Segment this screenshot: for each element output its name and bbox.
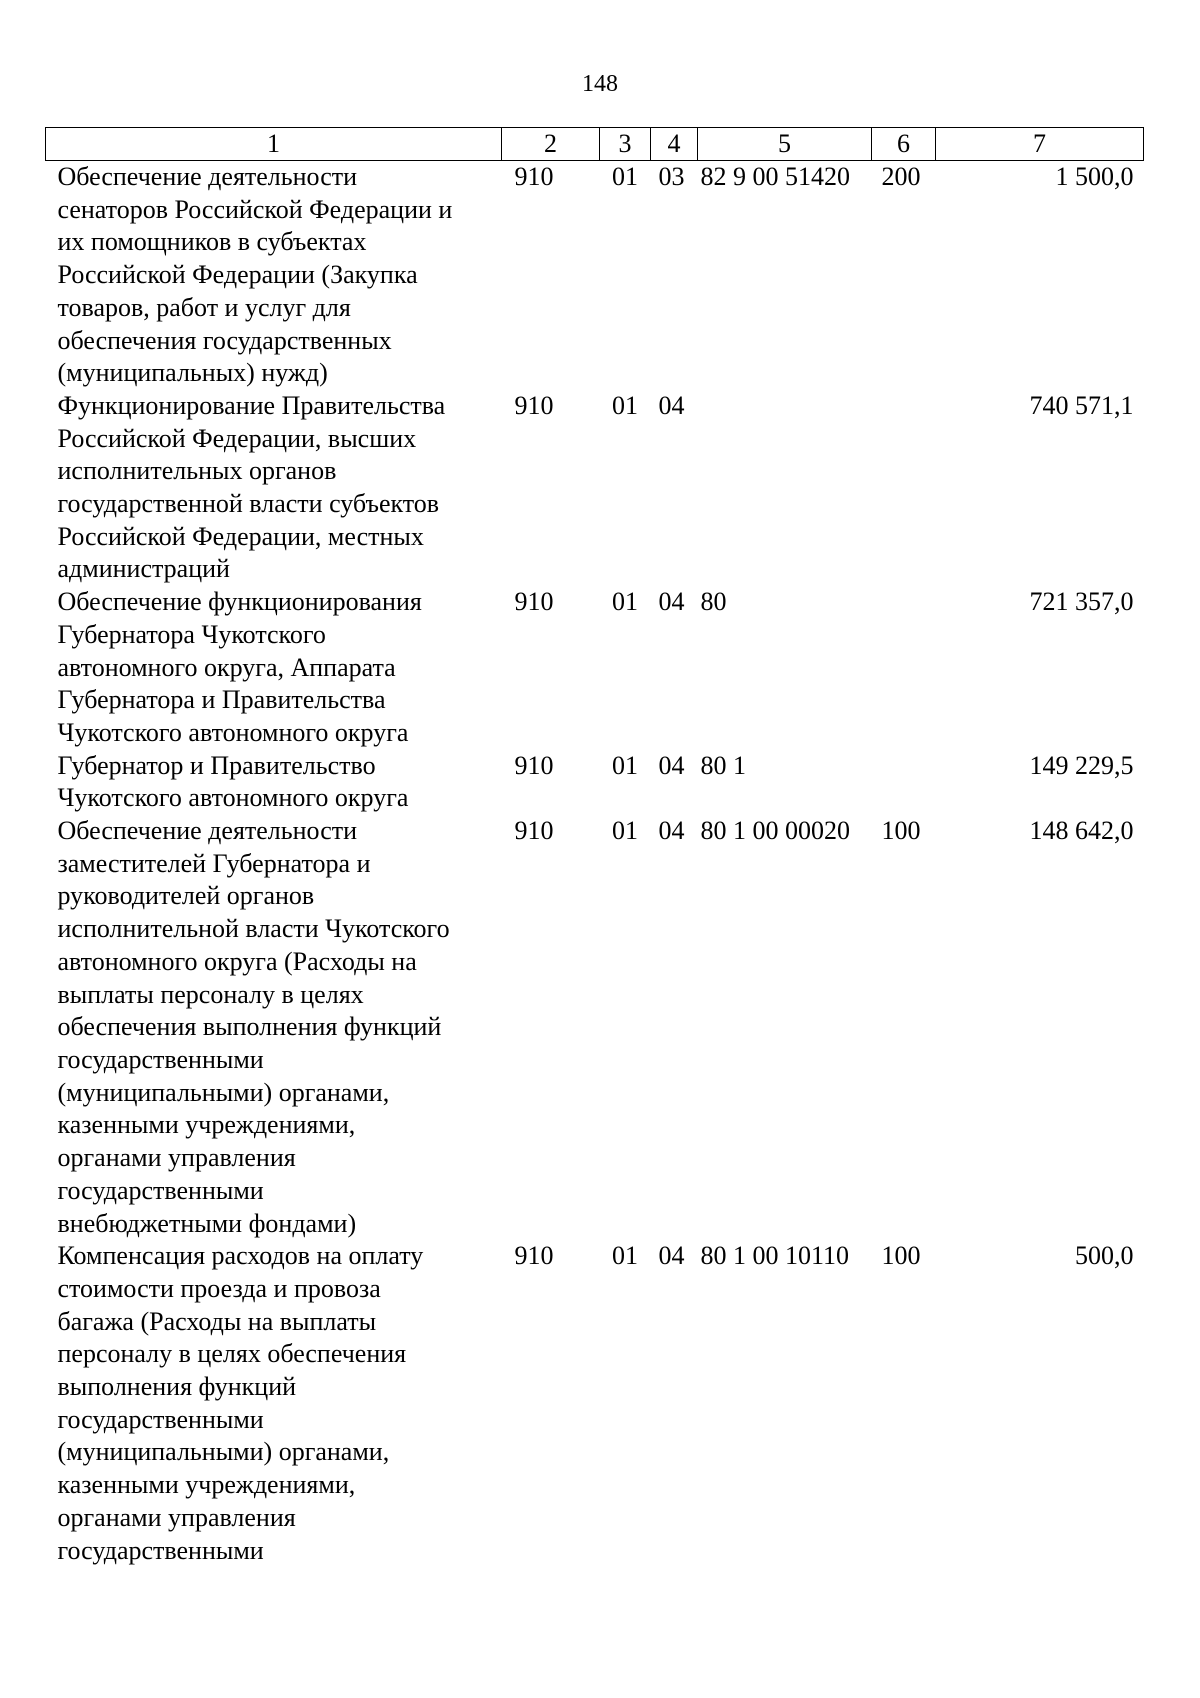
table-body [46, 161, 1144, 1568]
table-row [46, 586, 1144, 750]
row-subsection-code: 04 [658, 390, 685, 420]
row-name-line: Чукотского автономного округа [57, 717, 409, 747]
row-name-line: государственными [57, 1044, 264, 1074]
row-expense-type-code: 100 [881, 1241, 921, 1271]
row-name-line: Обеспечение деятельности [57, 162, 358, 191]
row-subsection-code: 04 [658, 587, 685, 617]
header-col-5: 5 [698, 128, 872, 161]
header-col-2: 2 [502, 128, 600, 161]
table-row [46, 815, 1144, 1240]
row-name-line: автономного округа, Аппарата [57, 652, 396, 682]
row-name-line: автономного округа (Расходы на [57, 946, 417, 976]
row-name-line: Российской Федерации (Закупка [57, 260, 418, 290]
row-target-article-code: 82 9 00 51420 [700, 162, 850, 191]
header-col-6: 6 [872, 128, 936, 161]
row-grbs-code: 910 [514, 587, 554, 617]
row-name-line: (муниципальными) органами, [57, 1077, 390, 1107]
row-name-line: стоимости проезда и провоза [57, 1273, 381, 1303]
row-target-article-code: 80 1 00 00020 [700, 816, 850, 846]
row-section-code: 01 [612, 1241, 638, 1271]
row-section-code: 01 [612, 162, 638, 191]
header-col-7: 7 [936, 128, 1144, 161]
row-name-line: государственными [57, 1535, 264, 1565]
row-name-line: Компенсация расходов на оплату [57, 1241, 424, 1271]
row-subsection-code: 03 [658, 162, 685, 191]
row-section-code: 01 [612, 587, 638, 617]
row-grbs-code: 910 [514, 390, 554, 420]
row-name-line: Российской Федерации, высших [57, 423, 417, 453]
table-row [46, 161, 1144, 390]
row-name-line: их помощников в субъектах [57, 227, 367, 257]
row-section-code: 01 [612, 816, 638, 846]
header-row [46, 128, 1144, 161]
row-name-line: заместителей Губернатора и [57, 848, 371, 878]
row-name-line: Губернатора Чукотского [57, 619, 326, 649]
row-name-line: государственной власти субъектов [57, 489, 440, 519]
row-name-line: Чукотского автономного округа [57, 783, 409, 813]
row-name-line: исполнительной власти Чукотского [57, 914, 450, 944]
header-col-3: 3 [600, 128, 651, 161]
row-name-line: государственными [57, 1175, 264, 1205]
row-section-code: 01 [612, 750, 638, 780]
row-target-article-code: 80 [700, 587, 727, 617]
row-name [46, 390, 502, 586]
row-name-line: внебюджетными фондами) [57, 1208, 357, 1238]
row-name-line: Губернатор и Правительство [57, 750, 376, 780]
row-name-line: Губернатора и Правительства [57, 685, 386, 715]
row-name-line: сенаторов Российской Федерации и [57, 194, 453, 224]
header-col-1: 1 [46, 128, 502, 161]
row-name [46, 586, 502, 750]
row-name-line: органами управления [57, 1502, 296, 1532]
row-target-article-code: 80 1 00 10110 [700, 1241, 850, 1271]
row-name-line: персоналу в целях обеспечения [57, 1339, 407, 1369]
table-row [46, 390, 1144, 586]
row-name-line: исполнительных органов [57, 456, 337, 486]
row-subsection-code: 04 [658, 1241, 685, 1271]
row-name-line: Российской Федерации, местных [57, 521, 424, 551]
row-amount: 148 642,0 [1029, 816, 1134, 846]
row-name-line: администраций [57, 554, 230, 584]
row-expense-type-code: 200 [881, 162, 921, 191]
row-name [46, 161, 502, 390]
row-name-line: Функционирование Правительства [57, 390, 446, 420]
row-grbs-code: 910 [514, 1241, 554, 1271]
row-name-line: руководителей органов [57, 881, 315, 911]
page-number: 148 [582, 71, 618, 97]
row-name-line: (муниципальных) нужд) [57, 358, 328, 388]
row-name-line: выполнения функций [57, 1372, 297, 1402]
table-row [46, 750, 1144, 815]
row-amount: 740 571,1 [1029, 390, 1134, 420]
row-name-line: багажа (Расходы на выплаты [57, 1306, 377, 1336]
row-name-line: казенными учреждениями, [57, 1470, 356, 1500]
row-section-code: 01 [612, 390, 638, 420]
row-name-line: государственными [57, 1404, 264, 1434]
row-expense-type-code [872, 390, 936, 586]
row-amount: 721 357,0 [1029, 587, 1134, 617]
row-name [46, 750, 502, 815]
row-name-line: товаров, работ и услуг для [57, 292, 351, 322]
row-amount: 1 500,0 [1055, 162, 1134, 191]
row-expense-type-code: 100 [881, 816, 921, 846]
row-name-line: казенными учреждениями, [57, 1110, 356, 1140]
row-name-line: Обеспечение функционирования [57, 587, 422, 617]
row-subsection-code: 04 [658, 816, 685, 846]
header-col-4: 4 [651, 128, 698, 161]
row-grbs-code: 910 [514, 750, 554, 780]
table-header [46, 128, 1144, 161]
row-grbs-code: 910 [514, 162, 554, 191]
row-target-article-code [698, 390, 872, 586]
row-name-line: обеспечения выполнения функций [57, 1012, 442, 1042]
row-name-line: (муниципальными) органами, [57, 1437, 390, 1467]
row-name [46, 1240, 502, 1567]
row-amount: 149 229,5 [1029, 750, 1134, 780]
table-row [46, 1240, 1144, 1567]
row-name-line: выплаты персоналу в целях [57, 979, 364, 1009]
row-expense-type-code [872, 586, 936, 750]
row-grbs-code: 910 [514, 816, 554, 846]
row-name-line: обеспечения государственных [57, 325, 392, 355]
row-target-article-code: 80 1 [700, 750, 746, 780]
row-amount: 500,0 [1075, 1241, 1134, 1271]
row-name-line: Обеспечение деятельности [57, 816, 358, 846]
row-name-line: органами управления [57, 1143, 296, 1173]
budget-table [45, 127, 1144, 1567]
row-expense-type-code [872, 750, 936, 815]
row-subsection-code: 04 [658, 750, 685, 780]
row-name [46, 815, 502, 1240]
